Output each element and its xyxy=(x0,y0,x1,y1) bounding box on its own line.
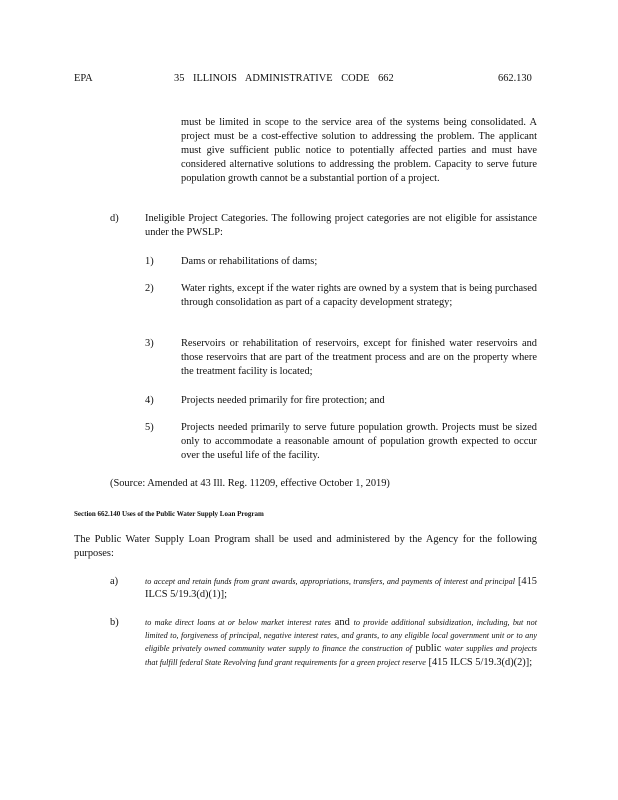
list-item-text: Projects needed primarily to serve future population growth. Projects must be sized only to accommodate a reasonable amount of population growth expected to occur over the useful life of the facility. xyxy=(181,422,537,461)
header-agency: EPA xyxy=(74,73,93,84)
purpose-b-label: b) xyxy=(110,617,119,628)
purpose-a-citation: [415 ILCS 5/19.3(d)(1)]; xyxy=(145,576,537,600)
list-item-label: 3) xyxy=(145,338,154,349)
purpose-b-citation: [415 ILCS 5/19.3(d)(2)]; xyxy=(428,656,533,668)
list-item-text: Projects needed primarily for fire protection; and xyxy=(181,395,385,406)
list-item-text: Water rights, except if the water rights are owned by a system that is being purchased through consolidation as part of a capacity development strategy; xyxy=(181,283,537,308)
list-item-label: 5) xyxy=(145,422,154,433)
purpose-a-italic: to accept and retain funds from grant awards, appropriations, transfers, and payments of interest and principal xyxy=(145,577,515,586)
purpose-b-italic-3: water supplies and projects that fulfill federal State Revolving fund grant requirements for a green project reserve xyxy=(145,644,537,667)
list-item-label: 4) xyxy=(145,395,154,406)
list-item-text: Reservoirs or rehabilitation of reservoirs, except for finished water reservoirs and those reservoirs that are part of the treatment process and are on the property where the treatment facility is located; xyxy=(181,338,537,377)
header-title: 35 ILLINOIS ADMINISTRATIVE CODE 662 xyxy=(174,73,394,84)
source-note: (Source: Amended at 43 Ill. Reg. 11209, effective October 1, 2019) xyxy=(110,478,390,489)
purpose-b-italic-2: to provide additional subsidization, including, but not limited to, forgiveness of principal, negative interest rates, and grants, to any eligible local government unit or to any eligible privately owned community water supply to finance the construction of xyxy=(145,618,538,654)
purpose-b-normal-1: and xyxy=(334,617,350,628)
continued-paragraph: must be limited in scope to the service area of the systems being consolidated. A project must be a cost-effective solution to addressing the problem. The applicant must give sufficient public notice to potentially affected parties and must have considered alternative solutions to addressing the problem. Capacity to serve future population growth cannot be a substantial portion of a project. xyxy=(181,117,537,184)
purpose-b-italic-1: to make direct loans at or below market interest rates xyxy=(145,618,331,627)
purpose-b-normal-2: public xyxy=(415,643,442,655)
purpose-a-text xyxy=(145,575,537,601)
list-item-text: Dams or rehabilitations of dams; xyxy=(181,256,318,267)
purpose-a-label: a) xyxy=(110,576,119,587)
header-section-number: 662.130 xyxy=(498,73,532,84)
intro-paragraph: The Public Water Supply Loan Program shall be used and administered by the Agency for the following purposes: xyxy=(74,534,537,559)
subsection-d-text: Ineligible Project Categories. The following project categories are not eligible for assistance under the PWSLP: xyxy=(145,213,537,238)
purpose-b-text xyxy=(145,616,537,669)
list-item-label: 1) xyxy=(145,256,154,267)
subsection-d-label: d) xyxy=(110,213,119,224)
list-item-label: 2) xyxy=(145,283,154,294)
section-heading: Section 662.140 Uses of the Public Water Supply Loan Program xyxy=(74,510,264,518)
